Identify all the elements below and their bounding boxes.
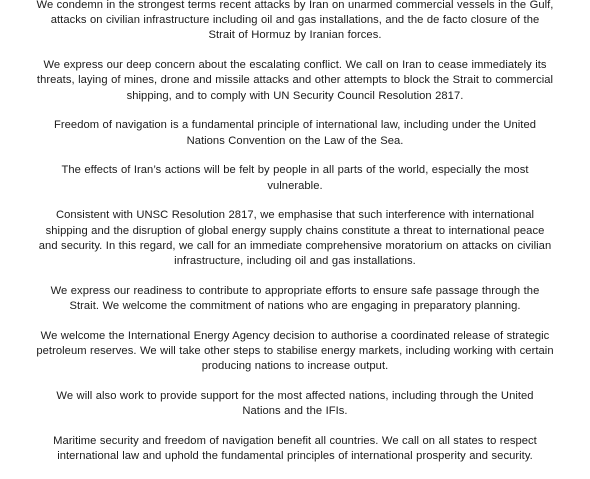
- paragraph-support: We will also work to provide support for the most affected nations, including through the United Nations and the IFIs.: [56, 390, 534, 418]
- paragraph-unsc-resolution: Consistent with UNSC Resolution 2817, we emphasise that such interference with international shipping and the disruption of global energy supply chains constitute a threat to international peace and security. In this regard, we call for an immediate comprehensive moratorium on attacks on civilian infrastructure, including oil and gas installations.: [38, 209, 552, 268]
- paragraph-readiness: We express our readiness to contribute to appropriate efforts to ensure safe passage through the Strait. We welcome the commitment of nations who are engaging in preparatory planning.: [50, 284, 540, 313]
- paragraph-iea-decision: We welcome the International Energy Agency decision to authorise a coordinated release of strategic petroleum reserves. We will take other steps to stabilise energy markets, including working with certain producing nations to increase output.: [36, 329, 554, 373]
- paragraph-effects: The effects of Iran’s actions will be felt by people in all parts of the world, especially the most vulnerable.: [61, 164, 529, 192]
- paragraph-freedom-of-navigation: Freedom of navigation is a fundamental principle of international law, including under the United Nations Convention on the Law of the Sea.: [53, 119, 537, 147]
- paragraph-maritime-security: Maritime security and freedom of navigation benefit all countries. We call on all states to respect international law and uphold the fundamental principles of international prosperity and security.: [53, 435, 537, 463]
- paragraph-condemnation: We condemn in the strongest terms recent attacks by Iran on unarmed commercial vessels in the Gulf, attacks on civilian infrastructure including oil and gas installations, and the de facto closure of the Strait of Hormuz by Iranian forces.: [36, 0, 554, 42]
- paragraph-concern: We express our deep concern about the escalating conflict. We call on Iran to cease immediately its threats, laying of mines, drone and missile attacks and other attempts to block the Strait to commercial shipping, and to comply with UN Security Council Resolution 2817.: [36, 59, 554, 102]
